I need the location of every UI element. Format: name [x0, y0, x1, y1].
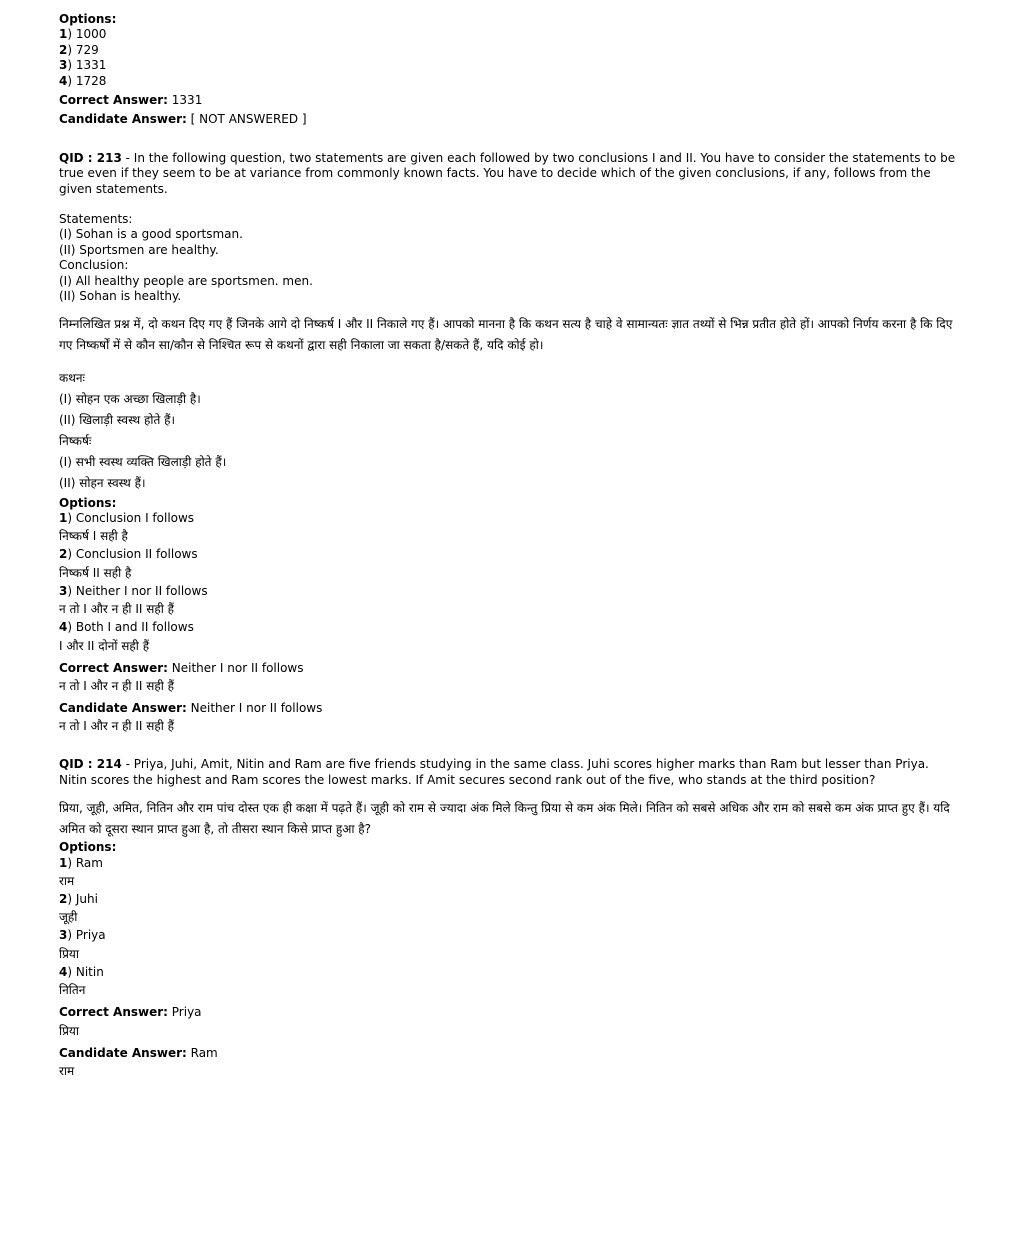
- conclusion-item: (I) All healthy people are sportsmen. men.: [59, 273, 313, 288]
- statement-item: (II) Sportsmen are healthy.: [59, 242, 219, 257]
- option-item: 2) Juhi: [59, 891, 98, 906]
- candidate-answer: Candidate Answer: [ NOT ANSWERED ]: [59, 112, 307, 127]
- correct-answer: Correct Answer: Neither I nor II follows: [59, 660, 304, 675]
- statements-label: Statements:: [59, 212, 133, 227]
- candidate-answer: Candidate Answer: Ram: [59, 1045, 218, 1060]
- option-item: 3) Neither I nor II follows: [59, 583, 208, 598]
- option-item: 3) Priya: [59, 928, 106, 943]
- candidate-answer: Candidate Answer: Neither I nor II follows: [59, 700, 323, 715]
- option-item: 4) Nitin: [59, 964, 104, 979]
- q212-block: [59, 12, 959, 128]
- option-item-hi: नितिन: [59, 983, 86, 998]
- correct-answer-hi: न तो I और न ही II सही हैं: [59, 678, 175, 693]
- option-item-hi: निष्कर्ष I सही है: [59, 529, 128, 544]
- q214-block: [59, 757, 959, 1082]
- option-item: 2) Conclusion II follows: [59, 547, 198, 562]
- option-item-hi: राम: [59, 873, 75, 888]
- conclusion-item: (II) Sohan is healthy.: [59, 289, 182, 304]
- conclusion-label: Conclusion:: [59, 258, 129, 273]
- option-item-hi: I और II दोनों सही हैं: [59, 638, 150, 653]
- option-item: 1) Conclusion I follows: [59, 510, 195, 525]
- option-item: 4) 1728: [59, 73, 107, 88]
- option-item: 3) 1331: [59, 58, 107, 73]
- statement-item: (I) Sohan is a good sportsman.: [59, 227, 243, 242]
- statements-label-hi: कथनः: [59, 370, 85, 385]
- statement-item-hi: (I) सोहन एक अच्छा खिलाड़ी है।: [59, 391, 201, 406]
- correct-answer: Correct Answer: 1331: [59, 93, 203, 108]
- question-text-hi: प्रिया, जूही, अमित, नितिन और राम पांच दोस्त एक ही कक्षा में पढ़ते हैं। जूही को राम से ज्यादा अंक मिले किन्तु प्रिया से कम अंक मिले। नितिन को सबसे अधिक और राम को सबसे कम अंक प्राप्त हुए हैं। यदि अमित को दूसरा स्थान प्राप्त हुआ है, तो तीसरा स्थान किसे प्राप्त हुआ है?: [59, 801, 950, 837]
- question-text-en: QID : 214 - Priya, Juhi, Amit, Nitin and Ram are five friends studying in the same class. Juhi scores higher marks than Ram but lesser than Priya. Nitin scores the highest and Ram scores the lowest marks. If Amit secures second rank out of the five, who stands at the third position?: [59, 757, 929, 787]
- options-label: Options:: [59, 495, 117, 510]
- question-text-hi: निम्नलिखित प्रश्न में, दो कथन दिए गए हैं जिनके आगे दो निष्कर्ष I और II निकाले गए हैं। आपको मानना है कि कथन सत्य है चाहे वे सामान्यतः ज्ञात तथ्यों से भिन्न प्रतीत होते हों। आपको निर्णय करना है कि दिए गए निष्कर्षों में से कौन सा/कौन से निश्चित रूप से कथनों द्वारा सही निकाला जा सकता है/सकते हैं, यदि कोई हो।: [59, 316, 953, 352]
- options-label: Options:: [59, 840, 117, 855]
- conclusion-item-hi: (I) सभी स्वस्थ व्यक्ति खिलाड़ी होते हैं।: [59, 454, 227, 469]
- question-text-en: QID : 213 - In the following question, two statements are given each followed by two conclusions I and II. You have to consider the statements to be true even if they seem to be at variance from commonly known facts. You have to decide which of the given conclusions, if any, follows from the given statements.: [59, 150, 956, 196]
- candidate-answer-hi: न तो I और न ही II सही हैं: [59, 719, 175, 734]
- option-item: 1) Ram: [59, 855, 103, 870]
- options-label: Options:: [59, 12, 117, 26]
- statement-item-hi: (II) खिलाड़ी स्वस्थ होते हैं।: [59, 412, 176, 427]
- option-item: 1) 1000: [59, 27, 107, 42]
- option-item-hi: प्रिया: [59, 946, 80, 961]
- correct-answer-hi: प्रिया: [59, 1023, 80, 1038]
- option-item-hi: निष्कर्ष II सही है: [59, 565, 132, 580]
- conclusion-item-hi: (II) सोहन स्वस्थ हैं।: [59, 475, 146, 490]
- q213-block: [59, 151, 959, 738]
- document-page: [59, 12, 959, 1082]
- correct-answer: Correct Answer: Priya: [59, 1005, 202, 1020]
- candidate-answer-hi: राम: [59, 1064, 75, 1078]
- option-item-hi: न तो I और न ही II सही हैं: [59, 602, 175, 617]
- option-item: 2) 729: [59, 42, 99, 57]
- option-item: 4) Both I and II follows: [59, 620, 194, 635]
- option-item-hi: जूही: [59, 910, 78, 925]
- conclusion-label-hi: निष्कर्षः: [59, 433, 92, 448]
